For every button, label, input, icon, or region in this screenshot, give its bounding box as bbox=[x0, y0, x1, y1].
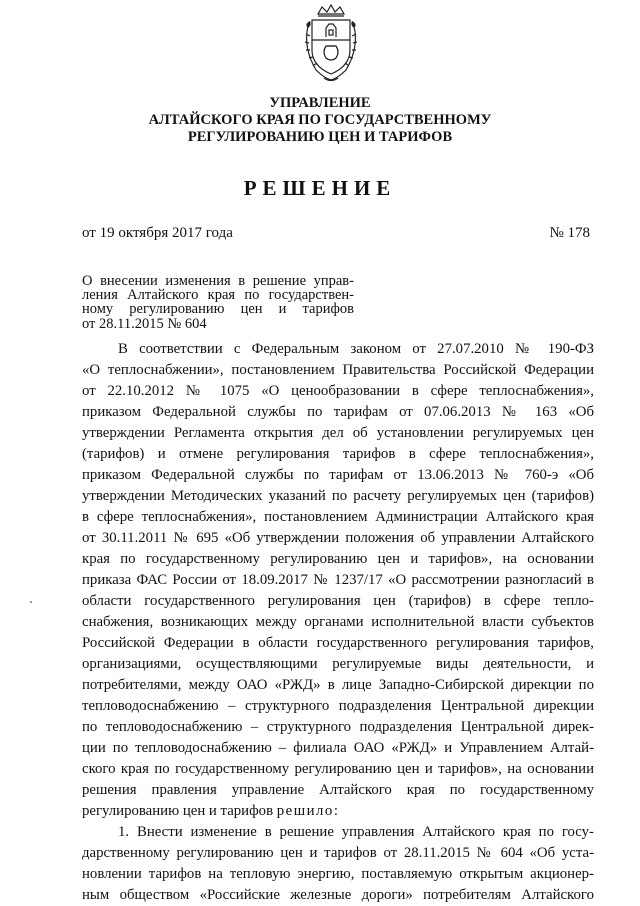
date-number-line bbox=[82, 225, 590, 242]
body-line: от 22.10.2012 № 1075 «О ценообразовании в сфере теплоснабжения», bbox=[82, 383, 594, 399]
body-line: в сфере теплоснабжения», постановлением Администрации Алтайского края bbox=[82, 509, 594, 525]
body-line: организациями, осуществляющими регулируемые виды деятельности, и bbox=[82, 656, 594, 672]
decision-body bbox=[82, 339, 594, 906]
issuing-authority-heading bbox=[100, 95, 540, 146]
authority-line: УПРАВЛЕНИЕ bbox=[269, 95, 371, 111]
subject-line: ления Алтайского края по государствен- bbox=[82, 287, 354, 304]
body-line: тепловодоснабжению – структурного подразделения Центральной дирекции bbox=[82, 698, 594, 714]
item-line: ным обществом «Российские железные дороги» потребителям Алтайского bbox=[82, 887, 594, 903]
item-line: новлении тарифов на тепловую энергию, поставляемую открытым акционер- bbox=[82, 866, 594, 882]
resolution-prefix: регулированию цен и тарифов bbox=[82, 803, 277, 819]
scan-artifact-dot bbox=[30, 601, 32, 603]
authority-line: РЕГУЛИРОВАНИЮ ЦЕН И ТАРИФОВ bbox=[187, 129, 453, 145]
body-line: снабжения, возникающих между органами исполнительной власти субъектов bbox=[82, 614, 594, 630]
body-line: (тарифов) и отмене регулирования тарифов в сфере теплоснабжения», bbox=[82, 446, 594, 462]
authority-line: АЛТАЙСКОГО КРАЯ ПО ГОСУДАРСТВЕННОМУ bbox=[148, 112, 492, 128]
subject-line: ному регулированию цен и тарифов bbox=[82, 301, 354, 318]
decision-number: № 178 bbox=[549, 225, 590, 241]
body-line: приказом Федеральной службы по тарифам от 13.06.2013 № 760-э «Об bbox=[82, 467, 594, 483]
body-line: решения правления управление Алтайского края по государственному bbox=[82, 782, 594, 798]
body-line: приказом Федеральной службы по тарифам от 07.06.2013 № 163 «Об bbox=[82, 404, 594, 420]
body-line: ции по тепловодоснабжению – филиала ОАО «РЖД» и Управлением Алтай- bbox=[82, 740, 594, 756]
body-line: утверждении Регламента открытия дел об установлении регулируемых цен bbox=[82, 425, 594, 441]
body-line: по тепловодоснабжению – структурного подразделения Центральной дирек- bbox=[82, 719, 594, 735]
body-line: Российской Федерации в области государственного регулирования тарифов, bbox=[82, 635, 594, 651]
subject-line: О внесении изменения в решение управ- bbox=[82, 273, 354, 289]
resolution-keyword: решило bbox=[276, 803, 334, 819]
subject-block bbox=[82, 274, 354, 331]
document-title: РЕШЕНИЕ bbox=[243, 176, 397, 200]
resolution-suffix: : bbox=[333, 803, 338, 819]
coat-of-arms-icon bbox=[300, 4, 362, 84]
resolution-line bbox=[82, 801, 594, 822]
body-line: потребителями, между ОАО «РЖД» в лице Западно-Сибирской дирекции по bbox=[82, 677, 594, 693]
body-line: ского края по государственному регулированию цен и тарифов», на основании bbox=[82, 761, 594, 777]
item-line: дарственному регулированию цен и тарифов от 28.11.2015 № 604 «Об уста- bbox=[82, 845, 594, 861]
body-line: «О теплоснабжении», постановлением Правительства Российской Федерации bbox=[82, 362, 594, 378]
body-line: края по государственному регулированию цен и тарифов», на основании bbox=[82, 551, 594, 567]
body-line: В соответствии с Федеральным законом от 27.07.2010 № 190-ФЗ bbox=[118, 341, 594, 357]
body-line: приказа ФАС России от 18.09.2017 № 1237/17 «О рассмотрении разногласий в bbox=[82, 572, 594, 588]
subject-line: от 28.11.2015 № 604 bbox=[82, 315, 207, 332]
body-line: области государственного регулирования цен (тарифов) в сфере тепло- bbox=[82, 593, 594, 609]
item-line: 1. Внести изменение в решение управления Алтайского края по госу- bbox=[118, 824, 594, 840]
body-line: утверждении Методических указаний по расчету регулируемых цен (тарифов) bbox=[82, 488, 594, 504]
body-line: от 30.11.2011 № 695 «Об утверждении положения об управлении Алтайского bbox=[82, 530, 594, 546]
decision-date: от 19 октября 2017 года bbox=[82, 225, 233, 241]
